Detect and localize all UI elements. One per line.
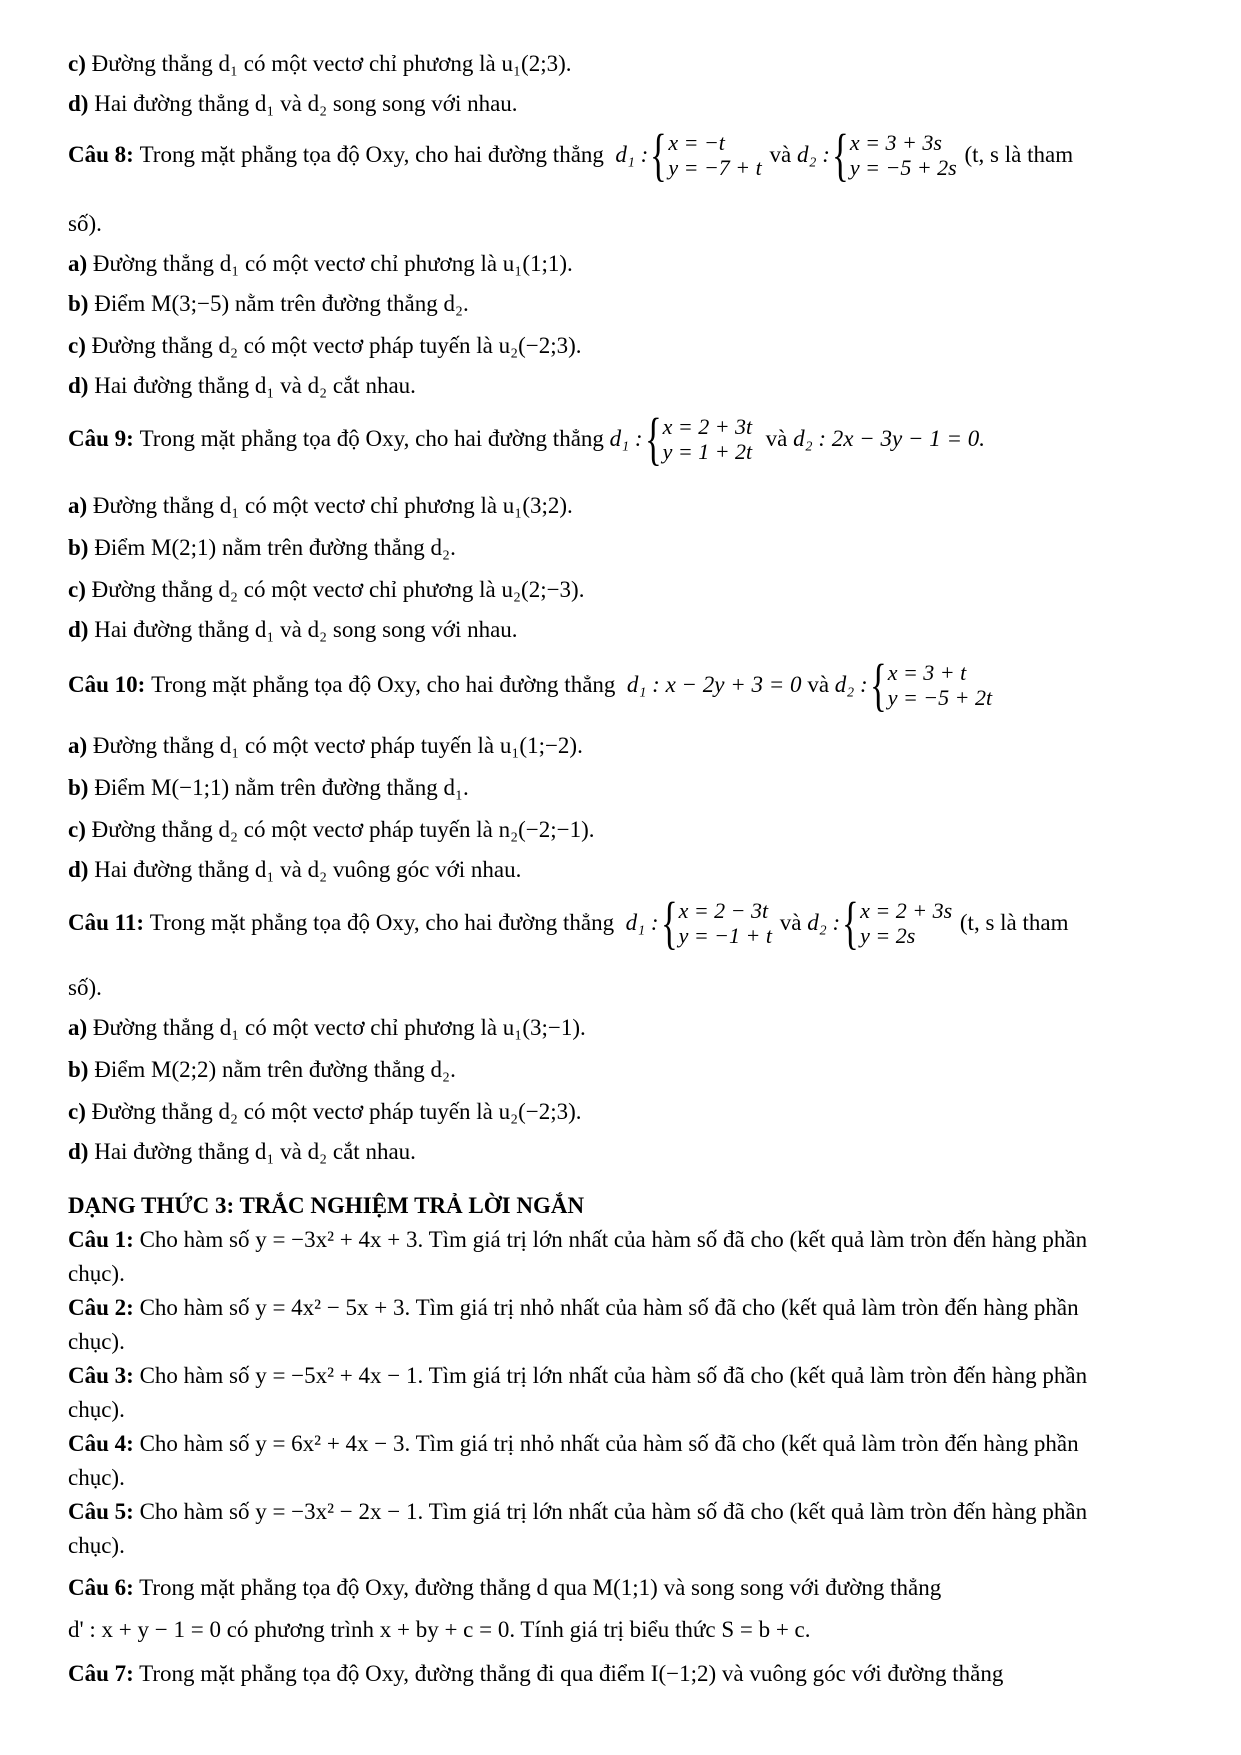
question-11: Câu 11: Trong mặt phẳng tọa độ Oxy, cho hai đường thẳng d₁ : { x = 2 − 3t y = −1 + t và d₂ : { x = 2 + 3s y = 2s (t, s là tham bbox=[68, 890, 1069, 955]
item-label: c) bbox=[68, 51, 86, 76]
short-question-6-cont: d' : x + y − 1 = 0 có phương trình x + by + c = 0. Tính giá trị biểu thức S = b + c. bbox=[68, 1617, 811, 1642]
equation-system-d1: { x = −t y = −7 + t bbox=[650, 122, 762, 187]
section-title: DẠNG THỨC 3: TRẮC NGHIỆM TRẢ LỜI NGẮN bbox=[68, 1193, 585, 1218]
question-11-cont: số). bbox=[68, 975, 102, 1000]
d1-label: d₁ : bbox=[615, 141, 649, 167]
question-text: Trong mặt phẳng tọa độ Oxy, cho hai đường thẳng bbox=[139, 141, 604, 167]
equation-system-d1: { x = 2 − 3t y = −1 + t bbox=[660, 890, 772, 955]
item-l2 bbox=[68, 90, 518, 119]
item-9d: d) Hai đường thẳng d₁ và d₂ song song với nhau. bbox=[68, 617, 518, 642]
question-8-cont: số). bbox=[68, 211, 102, 236]
item-11d: d) Hai đường thẳng d₁ và d₂ cắt nhau. bbox=[68, 1139, 416, 1164]
equation-system-d2: { x = 2 + 3s y = 2s bbox=[842, 890, 953, 955]
item-8c: c) Đường thẳng d₂ có một vectơ pháp tuyến là u₂(−2;3). bbox=[68, 333, 582, 358]
short-question-4: Câu 4: Cho hàm số y = 6x² + 4x − 3. Tìm giá trị nhỏ nhất của hàm số đã cho (kết quả làm tròn đến hàng phần bbox=[68, 1431, 1079, 1456]
item-8a: a) Đường thẳng d₁ có một vectơ chỉ phương là u₁(1;1). bbox=[68, 251, 573, 276]
conjunction: và bbox=[769, 141, 792, 167]
equation-system-d2: { x = 3 + t y = −5 + 2t bbox=[869, 652, 993, 717]
d2-label: d₂ : bbox=[807, 909, 841, 935]
item-8d: d) Hai đường thẳng d₁ và d₂ cắt nhau. bbox=[68, 373, 416, 398]
item-10c: c) Đường thẳng d₂ có một vectơ pháp tuyến là n₂(−2;−1). bbox=[68, 817, 595, 842]
short-question-7: Câu 7: Trong mặt phẳng tọa độ Oxy, đường thẳng đi qua điểm I(−1;2) và vuông góc với đường thẳng bbox=[68, 1661, 1004, 1686]
item-9c: c) Đường thẳng d₂ có một vectơ chỉ phương là u₂(2;−3). bbox=[68, 577, 585, 602]
item-11a: a) Đường thẳng d₁ có một vectơ chỉ phương là u₁(3;−1). bbox=[68, 1015, 586, 1040]
short-question-5-cont: chục). bbox=[68, 1533, 125, 1558]
short-question-4-cont: chục). bbox=[68, 1465, 125, 1490]
short-question-2-cont: chục). bbox=[68, 1329, 125, 1354]
item-10a: a) Đường thẳng d₁ có một vectơ pháp tuyến là u₁(1;−2). bbox=[68, 733, 583, 758]
question-10: Câu 10: Trong mặt phẳng tọa độ Oxy, cho hai đường thẳng d₁ : x − 2y + 3 = 0 và d₂ : { x = 3 + t y = −5 + 2t bbox=[68, 652, 993, 717]
short-question-5: Câu 5: Cho hàm số y = −3x² − 2x − 1. Tìm giá trị lớn nhất của hàm số đã cho (kết quả làm tròn đến hàng phần bbox=[68, 1499, 1088, 1524]
question-label: Câu 8: bbox=[68, 141, 134, 167]
short-question-6: Câu 6: Trong mặt phẳng tọa độ Oxy, đường thẳng d qua M(1;1) và song song với đường thẳng bbox=[68, 1575, 942, 1600]
item-10b: b) Điểm M(−1;1) nằm trên đường thẳng d₁. bbox=[68, 775, 469, 800]
short-question-1: Câu 1: Cho hàm số y = −3x² + 4x + 3. Tìm giá trị lớn nhất của hàm số đã cho (kết quả làm tròn đến hàng phần bbox=[68, 1227, 1088, 1252]
short-question-2: Câu 2: Cho hàm số y = 4x² − 5x + 3. Tìm giá trị nhỏ nhất của hàm số đã cho (kết quả làm tròn đến hàng phần bbox=[68, 1295, 1079, 1320]
d1-equation: d₁ : x − 2y + 3 = 0 bbox=[626, 671, 802, 697]
item-9b: b) Điểm M(2;1) nằm trên đường thẳng d₂. bbox=[68, 535, 456, 560]
short-question-3: Câu 3: Cho hàm số y = −5x² + 4x − 1. Tìm giá trị lớn nhất của hàm số đã cho (kết quả làm tròn đến hàng phần bbox=[68, 1363, 1088, 1388]
d2-label: d₂ : bbox=[796, 141, 830, 167]
item-11c: c) Đường thẳng d₂ có một vectơ pháp tuyến là u₂(−2;3). bbox=[68, 1099, 582, 1124]
question-9: Câu 9: Trong mặt phẳng tọa độ Oxy, cho hai đường thẳng d₁ : { x = 2 + 3t y = 1 + 2t và d₂ : 2x − 3y − 1 = 0. bbox=[68, 406, 986, 471]
equation-system-d1: { x = 2 + 3t y = 1 + 2t bbox=[644, 406, 753, 471]
item-11b: b) Điểm M(2;2) nằm trên đường thẳng d₂. bbox=[68, 1057, 456, 1082]
question-8 bbox=[68, 122, 1074, 187]
item-label: d) bbox=[68, 91, 89, 116]
short-question-1-cont: chục). bbox=[68, 1261, 125, 1286]
item-text: Đường thẳng d₁ có một vectơ chỉ phương là u₁(2;3). bbox=[91, 51, 572, 76]
d1-label: d₁ : bbox=[625, 909, 659, 935]
item-10d: d) Hai đường thẳng d₁ và d₂ vuông góc với nhau. bbox=[68, 857, 522, 882]
equation-system-d2: { x = 3 + 3s y = −5 + 2s bbox=[831, 122, 957, 187]
question-tail: (t, s là tham bbox=[964, 141, 1074, 167]
item-8b: b) Điểm M(3;−5) nằm trên đường thẳng d₂. bbox=[68, 291, 469, 316]
item-9a: a) Đường thẳng d₁ có một vectơ chỉ phương là u₁(3;2). bbox=[68, 493, 573, 518]
item-l1 bbox=[68, 50, 572, 79]
d2-equation: d₂ : 2x − 3y − 1 = 0. bbox=[793, 425, 986, 451]
d2-label: d₂ : bbox=[834, 671, 868, 697]
item-text: Hai đường thẳng d₁ và d₂ song song với nhau. bbox=[94, 91, 518, 116]
short-question-3-cont: chục). bbox=[68, 1397, 125, 1422]
d1-label: d₁ : bbox=[609, 425, 643, 451]
